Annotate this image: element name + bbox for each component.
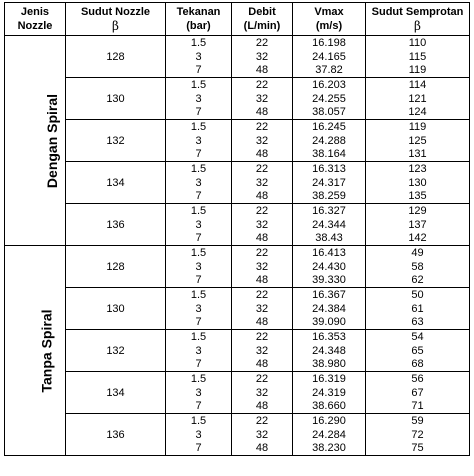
cell-tekanan: 1.5 [166, 414, 232, 428]
cell-debit: 32 [232, 302, 293, 316]
cell-semprotan: 62 [366, 274, 470, 288]
cell-semprotan: 59 [366, 414, 470, 428]
cell-semprotan: 115 [366, 50, 470, 64]
header-debit-line1: Debit [248, 6, 276, 18]
cell-vmax: 16.353 [293, 330, 366, 344]
cell-debit: 22 [232, 330, 293, 344]
header-tekanan-line1: Tekanan [176, 6, 221, 18]
table-row [5, 120, 470, 134]
cell-debit: 32 [232, 176, 293, 190]
cell-vmax: 24.165 [293, 50, 366, 64]
cell-debit: 32 [232, 218, 293, 232]
cell-vmax: 16.290 [293, 414, 366, 428]
header-debit [232, 3, 293, 36]
cell-semprotan: 121 [366, 92, 470, 106]
cell-vmax: 39.090 [293, 316, 366, 330]
cell-semprotan: 135 [366, 190, 470, 204]
cell-vmax: 16.203 [293, 78, 366, 92]
cell-vmax: 16.313 [293, 162, 366, 176]
table-container [4, 2, 470, 456]
cell-debit: 48 [232, 316, 293, 330]
nozzle-data-table [4, 2, 470, 456]
cell-semprotan: 123 [366, 162, 470, 176]
cell-debit: 22 [232, 120, 293, 134]
table-row [5, 204, 470, 218]
cell-tekanan: 3 [166, 344, 232, 358]
cell-tekanan: 1.5 [166, 36, 232, 50]
cell-vmax: 24.284 [293, 428, 366, 442]
nozzle-angle-cell: 130 [66, 288, 166, 330]
group-label: Tanpa Spiral [38, 309, 55, 392]
cell-vmax: 38.43 [293, 232, 366, 246]
cell-tekanan: 3 [166, 50, 232, 64]
cell-vmax: 16.245 [293, 120, 366, 134]
cell-tekanan: 7 [166, 190, 232, 204]
cell-tekanan: 7 [166, 232, 232, 246]
cell-debit: 48 [232, 400, 293, 414]
cell-semprotan: 50 [366, 288, 470, 302]
cell-debit: 32 [232, 344, 293, 358]
header-sudut-nozzle [66, 3, 166, 36]
table-row [5, 414, 470, 428]
header-tekanan-unit: (bar) [186, 20, 211, 32]
header-sudut-semprotan [366, 3, 470, 36]
cell-vmax: 16.413 [293, 246, 366, 260]
table-row [5, 162, 470, 176]
cell-tekanan: 1.5 [166, 78, 232, 92]
cell-semprotan: 68 [366, 358, 470, 372]
header-semprotan-line1: Sudut Semprotan [371, 5, 464, 18]
cell-semprotan: 119 [366, 120, 470, 134]
nozzle-angle-cell: 130 [66, 78, 166, 120]
cell-debit: 48 [232, 442, 293, 456]
cell-tekanan: 1.5 [166, 162, 232, 176]
cell-vmax: 24.384 [293, 302, 366, 316]
nozzle-angle-cell: 134 [66, 372, 166, 414]
cell-debit: 22 [232, 204, 293, 218]
cell-debit: 32 [232, 260, 293, 274]
table-row [5, 78, 470, 92]
cell-semprotan: 49 [366, 246, 470, 260]
cell-tekanan: 3 [166, 92, 232, 106]
cell-tekanan: 7 [166, 148, 232, 162]
cell-vmax: 16.327 [293, 204, 366, 218]
table-row [5, 36, 470, 50]
cell-semprotan: 65 [366, 344, 470, 358]
table-body [5, 36, 470, 456]
cell-vmax: 24.430 [293, 260, 366, 274]
cell-vmax: 16.198 [293, 36, 366, 50]
cell-debit: 22 [232, 78, 293, 92]
cell-tekanan: 3 [166, 218, 232, 232]
cell-tekanan: 1.5 [166, 288, 232, 302]
cell-tekanan: 3 [166, 176, 232, 190]
cell-debit: 48 [232, 106, 293, 120]
cell-semprotan: 75 [366, 442, 470, 456]
cell-tekanan: 7 [166, 274, 232, 288]
cell-vmax: 24.288 [293, 134, 366, 148]
header-jenis-nozzle [5, 3, 66, 36]
cell-debit: 22 [232, 162, 293, 176]
cell-semprotan: 63 [366, 316, 470, 330]
header-vmax-unit: (m/s) [315, 20, 343, 32]
cell-semprotan: 71 [366, 400, 470, 414]
cell-tekanan: 7 [166, 316, 232, 330]
cell-vmax: 38.660 [293, 400, 366, 414]
cell-debit: 22 [232, 36, 293, 50]
group-label: Dengan Spiral [44, 93, 61, 188]
cell-vmax: 24.255 [293, 92, 366, 106]
cell-tekanan: 1.5 [166, 204, 232, 218]
cell-tekanan: 3 [166, 134, 232, 148]
cell-vmax: 38.259 [293, 190, 366, 204]
cell-semprotan: 56 [366, 372, 470, 386]
cell-semprotan: 130 [366, 176, 470, 190]
cell-tekanan: 3 [166, 260, 232, 274]
header-semprotan-symbol: β [414, 18, 421, 33]
table-header [5, 3, 470, 36]
cell-debit: 48 [232, 64, 293, 78]
cell-vmax: 24.344 [293, 218, 366, 232]
cell-tekanan: 3 [166, 428, 232, 442]
header-vmax-line1: Vmax [314, 6, 344, 18]
cell-semprotan: 142 [366, 232, 470, 246]
header-debit-unit: (L/min) [243, 20, 281, 32]
header-tekanan [166, 3, 232, 36]
cell-debit: 32 [232, 92, 293, 106]
cell-semprotan: 54 [366, 330, 470, 344]
cell-debit: 32 [232, 134, 293, 148]
cell-tekanan: 1.5 [166, 120, 232, 134]
nozzle-angle-cell: 134 [66, 162, 166, 204]
cell-tekanan: 3 [166, 302, 232, 316]
nozzle-angle-cell: 128 [66, 246, 166, 288]
cell-semprotan: 125 [366, 134, 470, 148]
cell-semprotan: 131 [366, 148, 470, 162]
table-row [5, 246, 470, 260]
cell-vmax: 38.230 [293, 442, 366, 456]
cell-semprotan: 124 [366, 106, 470, 120]
cell-vmax: 38.057 [293, 106, 366, 120]
cell-tekanan: 7 [166, 64, 232, 78]
cell-debit: 22 [232, 414, 293, 428]
table-row [5, 330, 470, 344]
cell-debit: 22 [232, 372, 293, 386]
nozzle-angle-cell: 136 [66, 414, 166, 456]
cell-debit: 48 [232, 190, 293, 204]
header-jenis-line2: Nozzle [17, 20, 53, 32]
header-vmax [293, 3, 366, 36]
header-row [5, 3, 470, 36]
cell-debit: 48 [232, 358, 293, 372]
nozzle-angle-cell: 136 [66, 204, 166, 246]
cell-debit: 32 [232, 50, 293, 64]
cell-tekanan: 7 [166, 358, 232, 372]
cell-tekanan: 1.5 [166, 372, 232, 386]
cell-vmax: 16.319 [293, 372, 366, 386]
cell-vmax: 38.980 [293, 358, 366, 372]
cell-tekanan: 7 [166, 106, 232, 120]
cell-tekanan: 3 [166, 386, 232, 400]
header-sudut-symbol: β [112, 18, 119, 33]
cell-tekanan: 7 [166, 400, 232, 414]
cell-debit: 32 [232, 386, 293, 400]
cell-vmax: 39.330 [293, 274, 366, 288]
nozzle-angle-cell: 128 [66, 36, 166, 78]
cell-semprotan: 61 [366, 302, 470, 316]
header-jenis-line1: Jenis [20, 6, 50, 18]
cell-tekanan: 1.5 [166, 330, 232, 344]
cell-vmax: 24.317 [293, 176, 366, 190]
cell-semprotan: 137 [366, 218, 470, 232]
table-row [5, 288, 470, 302]
cell-vmax: 37.82 [293, 64, 366, 78]
cell-semprotan: 129 [366, 204, 470, 218]
cell-tekanan: 7 [166, 442, 232, 456]
cell-semprotan: 58 [366, 260, 470, 274]
cell-debit: 22 [232, 288, 293, 302]
cell-tekanan: 1.5 [166, 246, 232, 260]
cell-debit: 32 [232, 428, 293, 442]
group-label-cell [5, 36, 66, 246]
cell-semprotan: 119 [366, 64, 470, 78]
cell-debit: 48 [232, 232, 293, 246]
nozzle-angle-cell: 132 [66, 120, 166, 162]
cell-debit: 48 [232, 274, 293, 288]
cell-vmax: 24.348 [293, 344, 366, 358]
header-sudut-line1: Sudut Nozzle [80, 5, 151, 18]
group-label-cell [5, 246, 66, 456]
cell-vmax: 24.319 [293, 386, 366, 400]
nozzle-angle-cell: 132 [66, 330, 166, 372]
cell-semprotan: 110 [366, 36, 470, 50]
cell-vmax: 38.164 [293, 148, 366, 162]
cell-debit: 48 [232, 148, 293, 162]
cell-semprotan: 114 [366, 78, 470, 92]
cell-semprotan: 72 [366, 428, 470, 442]
cell-debit: 22 [232, 246, 293, 260]
cell-semprotan: 67 [366, 386, 470, 400]
cell-vmax: 16.367 [293, 288, 366, 302]
table-row [5, 372, 470, 386]
